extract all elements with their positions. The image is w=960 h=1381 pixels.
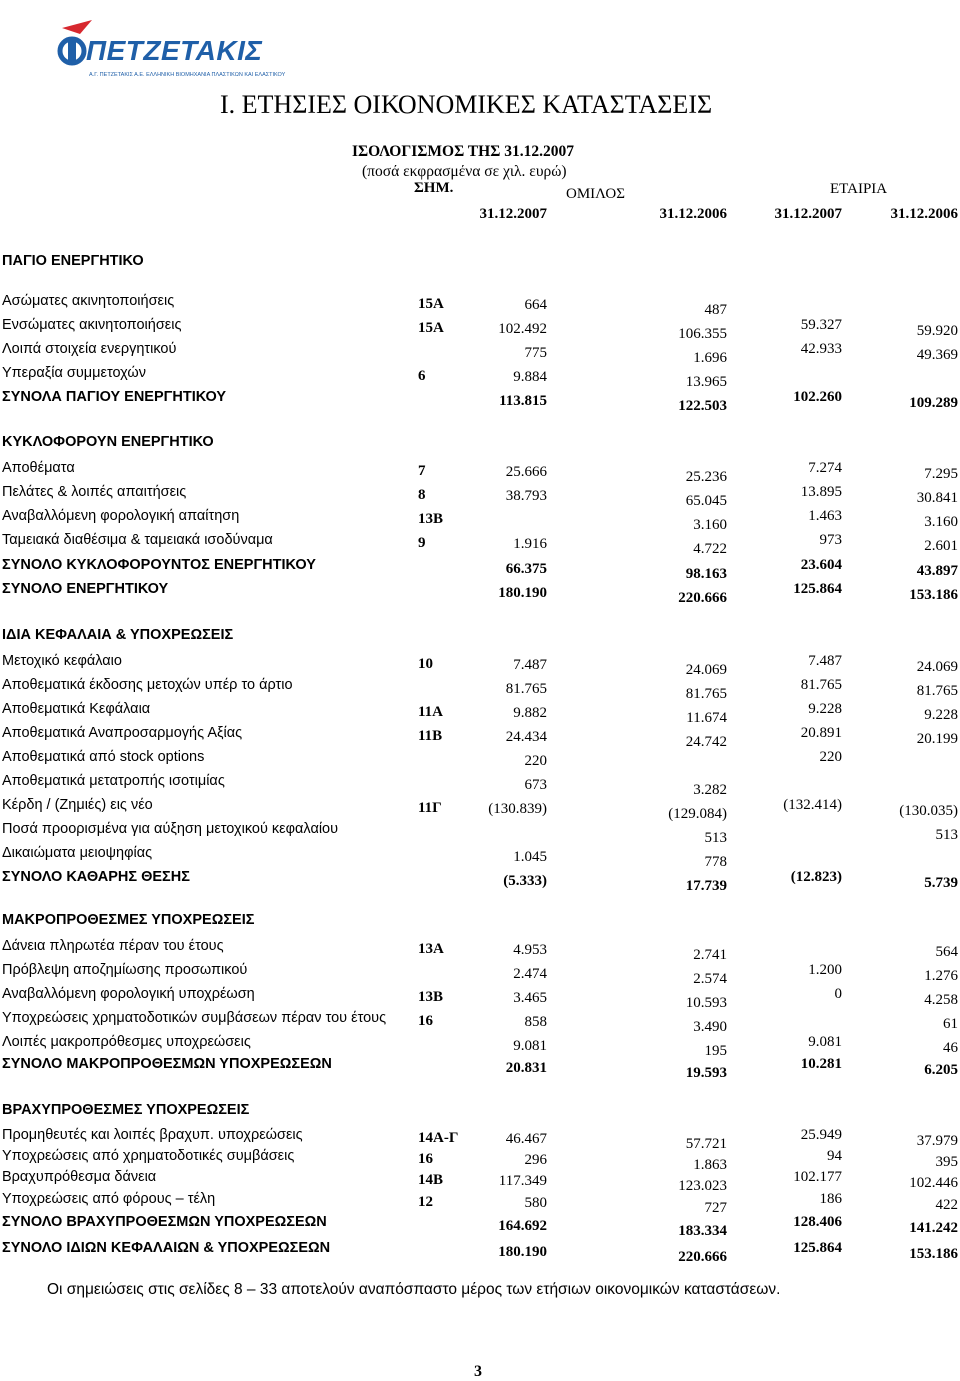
row-value-3: 0 <box>834 986 842 1002</box>
row-value-3: 42.933 <box>800 341 842 357</box>
row-value-1: 580 <box>524 1195 547 1211</box>
row-label: Ασώματες ακινητοποιήσεις <box>2 293 175 309</box>
row-value-4: 43.897 <box>916 563 958 579</box>
row-note: 13Β <box>418 511 444 527</box>
row-value-4: 153.186 <box>909 1246 958 1262</box>
total-row <box>0 389 960 414</box>
row-value-2: 778 <box>704 854 727 870</box>
row-label: Αναβαλλόμενη φορολογική υποχρέωση <box>2 986 255 1002</box>
row-value-3: 7.487 <box>808 653 842 669</box>
row-value-1: 66.375 <box>505 561 547 577</box>
row-value-4: 564 <box>935 944 958 960</box>
row-value-1: 9.081 <box>513 1038 547 1054</box>
row-value-2: 98.163 <box>685 566 727 582</box>
row-value-4: 81.765 <box>916 683 958 699</box>
total-row <box>0 557 960 582</box>
row-value-4: 46 <box>943 1040 958 1056</box>
row-value-1: 46.467 <box>505 1131 547 1147</box>
row-value-1: 3.465 <box>513 990 547 1006</box>
row-label: ΣΥΝΟΛΟ ΜΑΚΡΟΠΡΟΘΕΣΜΩΝ ΥΠΟΧΡΕΩΣΕΩΝ <box>2 1056 332 1072</box>
row-value-3: 102.177 <box>793 1169 842 1185</box>
row-value-4: 2.601 <box>924 538 958 554</box>
total-row <box>0 1214 960 1239</box>
row-value-1: 81.765 <box>505 681 547 697</box>
row-value-4: (130.035) <box>899 803 958 819</box>
row-value-2: 3.160 <box>693 517 727 533</box>
table-row <box>0 845 960 870</box>
row-label: Πρόβλεψη αποζημίωσης προσωπικού <box>2 962 248 978</box>
row-value-3: 10.281 <box>800 1056 842 1072</box>
row-value-4: 3.160 <box>924 514 958 530</box>
row-value-2: 65.045 <box>685 493 727 509</box>
row-value-4: 37.979 <box>916 1133 958 1149</box>
row-label: ΙΔΙΑ ΚΕΦΑΛΑΙΑ & ΥΠΟΧΡΕΩΣΕΙΣ <box>2 627 234 643</box>
row-value-4: 102.446 <box>909 1175 958 1191</box>
row-value-3: 9.081 <box>808 1034 842 1050</box>
section-heading-row <box>0 434 960 456</box>
row-value-2: 17.739 <box>685 878 727 894</box>
table-row <box>0 508 960 533</box>
row-value-1: 1.916 <box>513 536 547 552</box>
row-value-2: 122.503 <box>678 398 727 414</box>
total-row <box>0 1240 960 1265</box>
table-row <box>0 1034 960 1059</box>
row-note: 11Β <box>418 728 443 744</box>
row-value-1: 164.692 <box>498 1218 547 1234</box>
company-logo <box>56 18 286 80</box>
group-column-header: ΟΜΙΛΟΣ <box>566 186 625 202</box>
row-note: 9 <box>418 535 426 551</box>
table-row <box>0 1148 960 1173</box>
row-label: Προμηθευτές και λοιπές βραχυπ. υποχρεώσεις <box>2 1127 303 1143</box>
row-value-1: 24.434 <box>505 729 547 745</box>
row-label: Υποχρεώσεις από φόρους – τέλη <box>2 1191 216 1207</box>
row-label: Υπεραξία συμμετοχών <box>2 365 146 381</box>
total-row <box>0 581 960 606</box>
table-row <box>0 677 960 702</box>
footnote: Οι σημειώσεις στις σελίδες 8 – 33 αποτελούν αναπόσπαστο μέρος των ετήσιων οικονομικών καταστάσεων. <box>47 1281 781 1298</box>
row-value-2: 1.696 <box>693 350 727 366</box>
row-value-4: 395 <box>935 1154 958 1170</box>
row-value-2: 24.742 <box>685 734 727 750</box>
row-label: ΜΑΚΡΟΠΡΟΘΕΣΜΕΣ ΥΠΟΧΡΕΩΣΕΙΣ <box>2 912 255 928</box>
row-value-1: 9.882 <box>513 705 547 721</box>
row-value-3: 186 <box>819 1191 842 1207</box>
table-row <box>0 484 960 509</box>
row-value-4: 5.739 <box>924 875 958 891</box>
row-value-1: 664 <box>524 297 547 313</box>
table-row <box>0 749 960 771</box>
date-header-group-2007: 31.12.2007 <box>479 206 547 222</box>
row-value-2: 1.863 <box>693 1157 727 1173</box>
date-header-company-2007: 31.12.2007 <box>774 206 842 222</box>
row-label: Βραχυπρόθεσμα δάνεια <box>2 1169 157 1185</box>
row-value-2: 123.023 <box>678 1178 727 1194</box>
table-row <box>0 653 960 678</box>
table-row <box>0 1010 960 1035</box>
row-value-4: 49.369 <box>916 347 958 363</box>
table-row <box>0 317 960 342</box>
table-row <box>0 773 960 798</box>
row-label: Ποσά προορισμένα για αύξηση μετοχικού κεφαλαίου <box>2 821 339 837</box>
row-value-4: 30.841 <box>916 490 958 506</box>
date-header-group-2006: 31.12.2006 <box>659 206 727 222</box>
total-row <box>0 1056 960 1081</box>
row-note: 12 <box>418 1194 433 1210</box>
row-label: Ταμειακά διαθέσιμα & ταμειακά ισοδύναμα <box>2 532 273 548</box>
row-label: ΠΑΓΙΟ ΕΝΕΡΓΗΤΙΚΟ <box>2 253 144 269</box>
row-value-2: 25.236 <box>685 469 727 485</box>
row-note: 14Β <box>418 1172 444 1188</box>
row-value-2: 2.574 <box>693 971 727 987</box>
row-label: Κέρδη / (Ζημιές) εις νέο <box>2 797 153 813</box>
row-label: Αποθεματικά μετατροπής ισοτιμίας <box>2 773 225 789</box>
row-value-2: 2.741 <box>693 947 727 963</box>
row-label: Αποθεματικά από stock options <box>2 749 205 765</box>
row-label: ΒΡΑΧΥΠΡΟΘΕΣΜΕΣ ΥΠΟΧΡΕΩΣΕΙΣ <box>2 1102 250 1118</box>
row-label: Μετοχικό κεφάλαιο <box>2 653 122 669</box>
row-note: 14Α-Γ <box>418 1130 459 1146</box>
table-row <box>0 365 960 390</box>
section-title: I. ΕΤΗΣΙΕΣ ΟΙΚΟΝΟΜΙΚΕΣ ΚΑΤΑΣΤΑΣΕΙΣ <box>220 90 713 119</box>
row-label: Ενσώματες ακινητοποιήσεις <box>2 317 182 333</box>
row-value-2: 106.355 <box>678 326 727 342</box>
row-value-4: 20.199 <box>916 731 958 747</box>
row-note: 15Α <box>418 296 444 312</box>
table-row <box>0 701 960 726</box>
table-row <box>0 725 960 750</box>
row-value-4: 422 <box>935 1197 958 1213</box>
row-note: 8 <box>418 487 426 503</box>
table-row <box>0 341 960 366</box>
row-value-1: 7.487 <box>513 657 547 673</box>
row-value-3: (12.823) <box>790 869 842 885</box>
row-value-2: 11.674 <box>686 710 727 726</box>
row-note: 13Β <box>418 989 444 1005</box>
row-label: Αποθεματικά Αναπροσαρμογής Αξίας <box>2 725 243 741</box>
table-row <box>0 821 960 846</box>
table-row <box>0 1191 960 1216</box>
row-value-1: 4.953 <box>513 942 547 958</box>
row-value-4: 109.289 <box>909 395 958 411</box>
row-value-1: (130.839) <box>488 801 547 817</box>
table-row <box>0 986 960 1011</box>
row-value-1: 673 <box>524 777 547 793</box>
row-value-3: 1.463 <box>808 508 842 524</box>
row-note: 16 <box>418 1151 433 1167</box>
table-row <box>0 797 960 822</box>
date-header-company-2006: 31.12.2006 <box>890 206 958 222</box>
row-label: Δικαιώματα μειοψηφίας <box>2 845 153 861</box>
row-value-1: 180.190 <box>498 1244 547 1260</box>
row-value-1: 117.349 <box>498 1173 547 1189</box>
row-value-1: 296 <box>524 1152 547 1168</box>
row-label: ΣΥΝΟΛΟ ΚΑΘΑΡΗΣ ΘΕΣΗΣ <box>2 869 190 885</box>
balance-sheet-subtitle: (ποσά εκφρασμένα σε χιλ. ευρώ) <box>362 163 567 180</box>
row-label: Αναβαλλόμενη φορολογική απαίτηση <box>2 508 240 524</box>
row-value-1: 220 <box>524 753 547 769</box>
row-value-2: 24.069 <box>685 662 727 678</box>
table-row <box>0 938 960 963</box>
row-label: Λοιπές μακροπρόθεσμες υποχρεώσεις <box>2 1034 251 1050</box>
table-row <box>0 1169 960 1194</box>
row-value-1: (5.333) <box>503 873 547 889</box>
row-note: 11Α <box>418 704 444 720</box>
row-label: Υποχρεώσεις χρηματοδοτικών συμβάσεων πέραν του έτους <box>2 1010 387 1026</box>
row-value-4: 24.069 <box>916 659 958 675</box>
row-value-3: (132.414) <box>783 797 842 813</box>
row-label: Υποχρεώσεις από χρηματοδοτικές συμβάσεις <box>2 1148 295 1164</box>
row-value-4: 4.258 <box>924 992 958 1008</box>
row-value-1: 9.884 <box>513 369 547 385</box>
row-note: 16 <box>418 1013 433 1029</box>
table-row <box>0 1127 960 1152</box>
row-value-2: 727 <box>704 1200 727 1216</box>
row-note: 6 <box>418 368 426 384</box>
row-value-2: 3.490 <box>693 1019 727 1035</box>
row-label: Δάνεια πληρωτέα πέραν του έτους <box>2 938 224 954</box>
row-value-2: 13.965 <box>685 374 727 390</box>
row-label: ΣΥΝΟΛΑ ΠΑΓΙΟΥ ΕΝΕΡΓΗΤΙΚΟΥ <box>2 389 227 405</box>
row-value-1: 20.831 <box>505 1060 547 1076</box>
row-label: ΣΥΝΟΛΟ ΙΔΙΩΝ ΚΕΦΑΛΑΙΩΝ & ΥΠΟΧΡΕΩΣΕΩΝ <box>2 1240 331 1256</box>
row-value-3: 973 <box>819 532 842 548</box>
row-value-3: 81.765 <box>800 677 842 693</box>
row-value-3: 23.604 <box>800 557 842 573</box>
row-value-2: 220.666 <box>678 1249 727 1265</box>
row-label: ΣΥΝΟΛΟ ΚΥΚΛΟΦΟΡΟΥΝΤΟΣ ΕΝΕΡΓΗΤΙΚΟΥ <box>2 557 316 573</box>
row-label: ΣΥΝΟΛΟ ΕΝΕΡΓΗΤΙΚΟΥ <box>2 581 169 597</box>
row-value-1: 113.815 <box>499 393 547 409</box>
row-value-3: 1.200 <box>808 962 842 978</box>
logo-tagline: Α.Γ. ΠΕΤΖΕΤΑΚΙΣ Α.Ε. ΕΛΛΗΝΙΚΗ ΒΙΟΜΗΧΑΝΙΑ ΠΛΑΣΤΙΚΩΝ ΚΑΙ ΕΛΑΣΤΙΚΟΥ <box>89 72 286 78</box>
row-value-4: 513 <box>935 827 958 843</box>
row-value-1: 858 <box>524 1014 547 1030</box>
row-value-3: 7.274 <box>808 460 842 476</box>
row-value-2: 487 <box>704 302 727 318</box>
row-value-2: 220.666 <box>678 590 727 606</box>
row-value-2: 195 <box>704 1043 727 1059</box>
row-value-1: 1.045 <box>513 849 547 865</box>
row-value-1: 180.190 <box>498 585 547 601</box>
row-value-4: 141.242 <box>909 1220 958 1236</box>
row-value-2: 81.765 <box>685 686 727 702</box>
table-row <box>0 293 960 318</box>
logo-brand-text: ΠΕΤΖΕΤΑΚΙΣ <box>86 35 263 66</box>
row-value-3: 59.327 <box>800 317 842 333</box>
row-value-2: 57.721 <box>685 1136 727 1152</box>
row-label: Αποθεματικά Κεφάλαια <box>2 701 151 717</box>
row-value-3: 125.864 <box>793 581 842 597</box>
section-heading-row <box>0 253 960 275</box>
row-value-1: 2.474 <box>513 966 547 982</box>
row-value-3: 102.260 <box>793 389 842 405</box>
total-row <box>0 869 960 894</box>
row-value-2: 10.593 <box>685 995 727 1011</box>
note-column-header: ΣΗΜ. <box>414 180 454 196</box>
row-value-3: 125.864 <box>793 1240 842 1256</box>
table-row <box>0 962 960 987</box>
row-value-3: 20.891 <box>800 725 842 741</box>
row-value-3: 220 <box>819 749 842 765</box>
row-value-4: 6.205 <box>924 1062 958 1078</box>
row-value-2: 183.334 <box>678 1223 727 1239</box>
row-label: Αποθέματα <box>2 460 75 476</box>
row-value-2: 19.593 <box>685 1065 727 1081</box>
section-heading-row <box>0 912 960 934</box>
row-value-3: 9.228 <box>808 701 842 717</box>
row-value-4: 61 <box>943 1016 958 1032</box>
row-label: ΣΥΝΟΛΟ ΒΡΑΧΥΠΡΟΘΕΣΜΩΝ ΥΠΟΧΡΕΩΣΕΩΝ <box>2 1214 327 1230</box>
row-label: Αποθεματικά έκδοσης μετοχών υπέρ το άρτιο <box>2 677 293 693</box>
row-value-4: 153.186 <box>909 587 958 603</box>
row-value-2: (129.084) <box>668 806 727 822</box>
row-value-1: 775 <box>524 345 547 361</box>
row-value-4: 1.276 <box>924 968 958 984</box>
row-value-4: 7.295 <box>924 466 958 482</box>
balance-sheet-title: ΙΣΟΛΟΓΙΣΜΟΣ ΤΗΣ 31.12.2007 <box>352 143 574 160</box>
row-value-1: 38.793 <box>505 488 547 504</box>
row-value-2: 3.282 <box>693 782 727 798</box>
row-value-3: 128.406 <box>793 1214 842 1230</box>
row-label: ΚΥΚΛΟΦΟΡΟΥΝ ΕΝΕΡΓΗΤΙΚΟ <box>2 434 214 450</box>
row-value-3: 94 <box>827 1148 842 1164</box>
table-row <box>0 460 960 485</box>
page-number: 3 <box>474 1363 482 1380</box>
row-value-1: 25.666 <box>505 464 547 480</box>
row-label: Λοιπά στοιχεία ενεργητικού <box>2 341 177 357</box>
row-value-4: 9.228 <box>924 707 958 723</box>
row-value-2: 4.722 <box>693 541 727 557</box>
row-value-2: 513 <box>704 830 727 846</box>
section-heading-row <box>0 1102 960 1124</box>
row-value-4: 59.920 <box>916 323 958 339</box>
row-note: 15Α <box>418 320 444 336</box>
company-column-header: ΕΤΑΙΡΙΑ <box>830 181 888 197</box>
table-row <box>0 532 960 557</box>
section-heading-row <box>0 627 960 649</box>
row-value-1: 102.492 <box>498 321 547 337</box>
row-note: 13Α <box>418 941 444 957</box>
row-value-3: 13.895 <box>800 484 842 500</box>
row-note: 7 <box>418 463 426 479</box>
row-label: Πελάτες & λοιπές απαιτήσεις <box>2 484 187 500</box>
row-note: 11Γ <box>418 800 442 816</box>
row-value-3: 25.949 <box>800 1127 842 1143</box>
row-note: 10 <box>418 656 433 672</box>
